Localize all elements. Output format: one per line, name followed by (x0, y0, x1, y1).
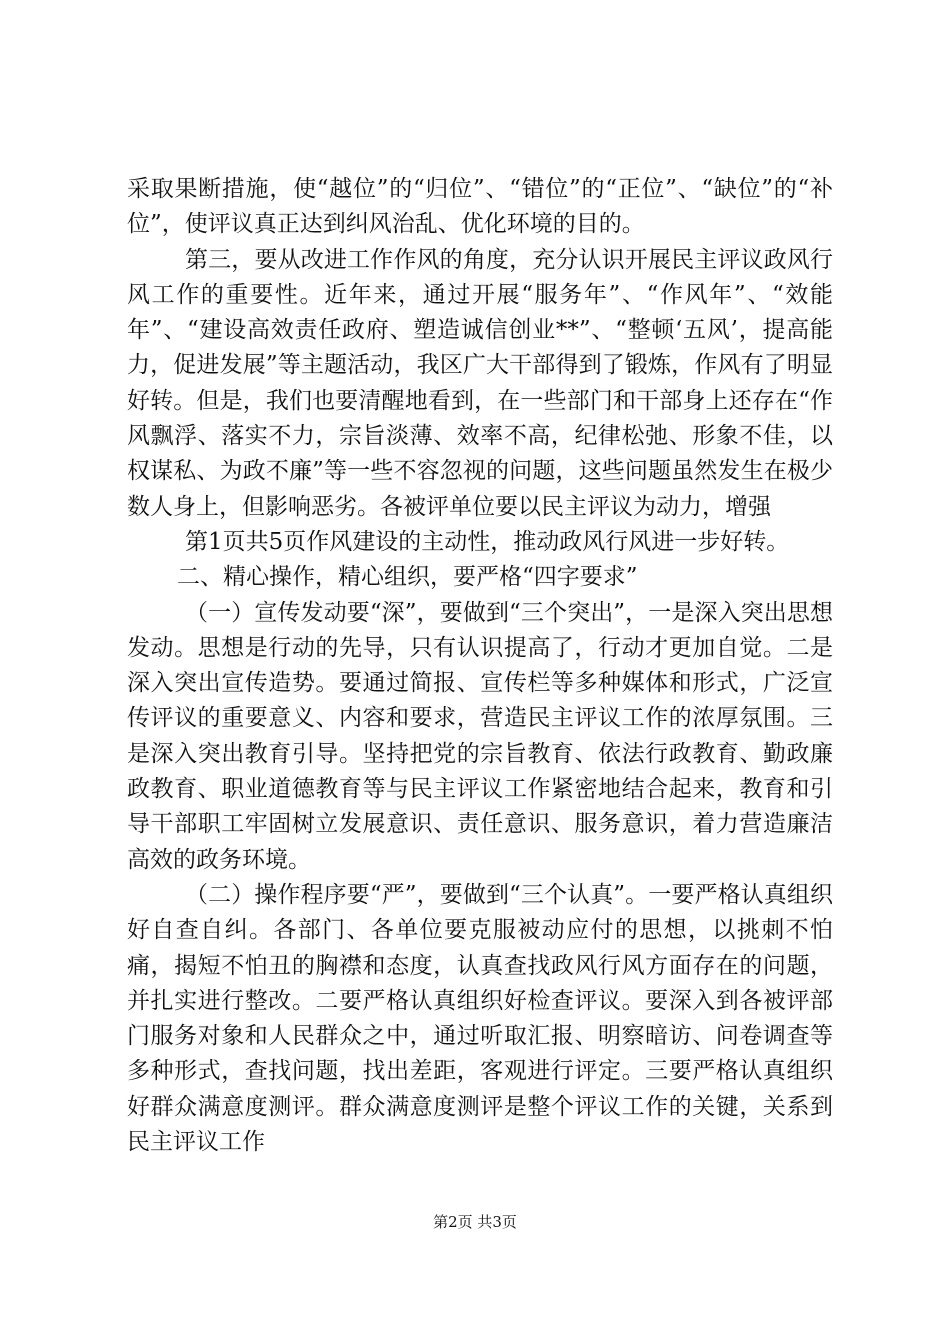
paragraph-third-point: 第三，要从改进工作作风的角度，充分认识开展民主评议政风行风工作的重要性。近年来，通过开展“服务年”、“作风年”、“效能年”、“建设高效责任政府、塑造诚信创业**”、“整顿‘五风’，提高能力，促进发展”等主题活动，我区广大干部得到了锻炼，作风有了明显好转。但是，我们也要清醒地看到，在一些部门和干部身上还存在“作风飘浮、落实不力，宗旨淡薄、效率不高，纪律松弛、形象不佳，以权谋私、为政不廉”等一些不容忽视的问题，这些问题虽然发生在极少数人身上，但影响恶劣。各被评单位要以民主评议为动力，增强 (127, 246, 833, 520)
paragraph-subsection-one: （一）宣传发动要“深”，要做到“三个突出”，一是深入突出思想发动。思想是行动的先导，只有认识提高了，行动才更加自觉。二是深入突出宣传造势。要通过简报、宣传栏等多种媒体和形式，广泛宣传评议的重要意义、内容和要求，营造民主评议工作的浓厚氛围。三是深入突出教育引导。坚持把党的宗旨教育、依法行政教育、勤政廉政教育、职业道德教育等与民主评议工作紧密地结合起来，教育和引导干部职工牢固树立发展意识、责任意识、服务意识，着力营造廉洁高效的政务环境。 (127, 599, 833, 873)
section-heading-two: 二、精心操作，精心组织，要严格“四字要求” (177, 564, 638, 591)
page-footer: 第2页 共3页 (433, 1213, 517, 1231)
paragraph-subsection-two: （二）操作程序要“严”，要做到“三个认真”。一要严格认真组织好自查自纠。各部门、各单位要克服被动应付的思想，以挑刺不怕痛，揭短不怕丑的胸襟和态度，认真查找政风行风方面存在的问题，并扎实进行整改。二要严格认真组织好检查评议。要深入到各被评部门服务对象和人民群众之中，通过听取汇报、明察暗访、问卷调查等多种形式，查找问题，找出差距，客观进行评定。三要严格认真组织好群众满意度测评。群众满意度测评是整个评议工作的关键，关系到民主评议工作 (127, 881, 833, 1156)
document-body (127, 172, 833, 1160)
paragraph-page-break-continuation: 第1页共5页作风建设的主动性，推动政风行风进一步好转。 (185, 528, 790, 555)
paragraph-continuation: 采取果断措施，使“越位”的“归位”、“错位”的“正位”、“缺位”的“补位”，使评议真正达到纠风治乱、优化环境的目的。 (127, 176, 833, 238)
